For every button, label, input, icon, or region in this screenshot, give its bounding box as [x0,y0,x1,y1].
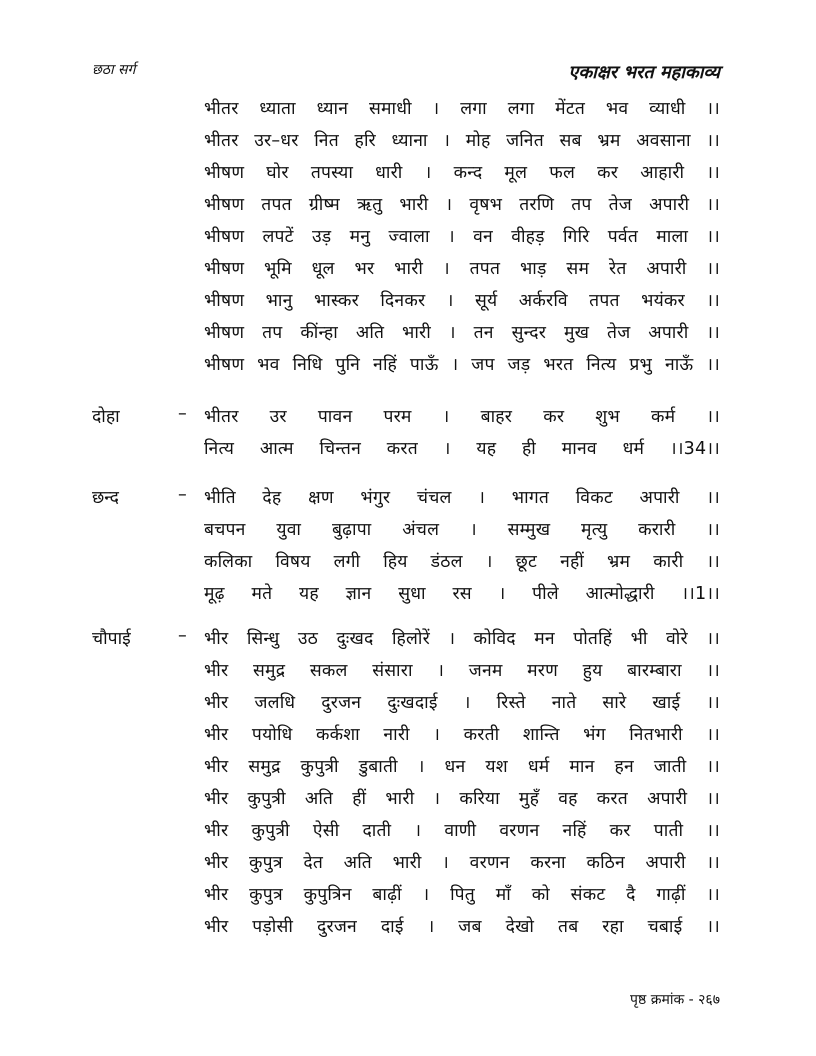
doha-dash: – [178,404,187,424]
chhand-label: छन्द [92,488,119,508]
verse-line: भीर जलधि दुरजन दुःखदाई । रिस्ते नाते सारे खाई ।। [204,693,720,713]
verse-line: भीषण तप कींन्हा अति भारी । तन सुन्दर मुख तेज अपारी ।। [204,323,720,343]
verse-line: भीर समुद्र कुपुत्री डुबाती । धन यश धर्म मान हन जाती ।। [204,757,720,777]
verse-line: भीतर उर–धर नित हरि ध्याना । मोह जनित सब भ्रम अवसाना ।। [204,131,720,151]
verse-line: भीर कुपुत्र कुपुत्रिन बाढ़ीं । पितु माँ को संकट दै गाढ़ीं ।। [204,885,720,905]
doha-label: दोहा [92,407,120,427]
verse-line: भीर समुद्र सकल संसारा । जनम मरण हुय बारम्बारा ।। [204,661,720,681]
verse-line: भीर सिन्धु उठ दुःखद हिलोरें । कोविद मन पोतहिं भी वोरे ।। [204,629,720,649]
verse-line: भीतर ध्याता ध्यान समाधी । लगा लगा मेंटत भव व्याधी ।। [204,99,720,119]
chhand-dash: – [178,485,187,505]
verse-line: भीर पयोधि कर्कशा नारी । करती शान्ति भंग नितभारी ।। [204,725,720,745]
verse-line: भीर कुपुत्री ऐसी दाती । वाणी वरणन नहिं कर पाती ।। [204,821,720,841]
verse-line: मूढ़ मते यह ज्ञान सुधा रस । पीले आत्मोद्धारी ।।1।। [204,584,720,604]
verse-line: भीतर उर पावन परम । बाहर कर शुभ कर्म ।। [204,407,720,427]
verse-line: भीर कुपुत्र देत अति भारी । वरणन करना कठिन अपारी ।। [204,853,720,873]
verse-line: भीषण भव निधि पुनि नहिं पाऊँ । जप जड़ भरत नित्य प्रभु नाऊँ ।। [204,355,720,375]
chaupai-label: चौपाई [92,629,131,649]
verse-line: नित्य आत्म चिन्तन करत । यह ही मानव धर्म ।।34।। [204,439,720,459]
verse-line: भीति देह क्षण भंगुर चंचल । भागत विकट अपारी ।। [204,488,720,508]
verse-line: बचपन युवा बुढ़ापा अंचल । सम्मुख मृत्यु करारी ।। [204,520,720,540]
page-number: पृष्ठ क्रमांक - २६७ [630,992,720,1008]
header-book-title: एकाक्षर भरत महाकाव्य [568,62,720,83]
verse-line: भीषण भानु भास्कर दिनकर । सूर्य अर्करवि तपत भयंकर ।। [204,291,720,311]
verse-line: भीर कुपुत्री अति हीं भारी । करिया मुहँ वह करत अपारी ।। [204,789,720,809]
verse-line: भीषण घोर तपस्या धारी । कन्द मूल फल कर आहारी ।। [204,163,720,183]
header-section-title: छठा सर्ग [92,62,136,78]
verse-line: भीषण तपत ग्रीष्म ऋतु भारी । वृषभ तरणि तप तेज अपारी ।। [204,195,720,215]
verse-line: भीषण भूमि धूल भर भारी । तपत भाड़ सम रेत अपारी ।। [204,259,720,279]
chaupai-dash: – [178,626,187,646]
verse-line: भीर पड़ोसी दुरजन दाई । जब देखो तब रहा चबाई ।। [204,917,720,937]
verse-line: भीषण लपटें उड़ मनु ज्वाला । वन वीहड़ गिरि पर्वत माला ।। [204,227,720,247]
verse-line: कलिका विषय लगी हिय डंठल । छूट नहीं भ्रम कारी ।। [204,552,720,572]
